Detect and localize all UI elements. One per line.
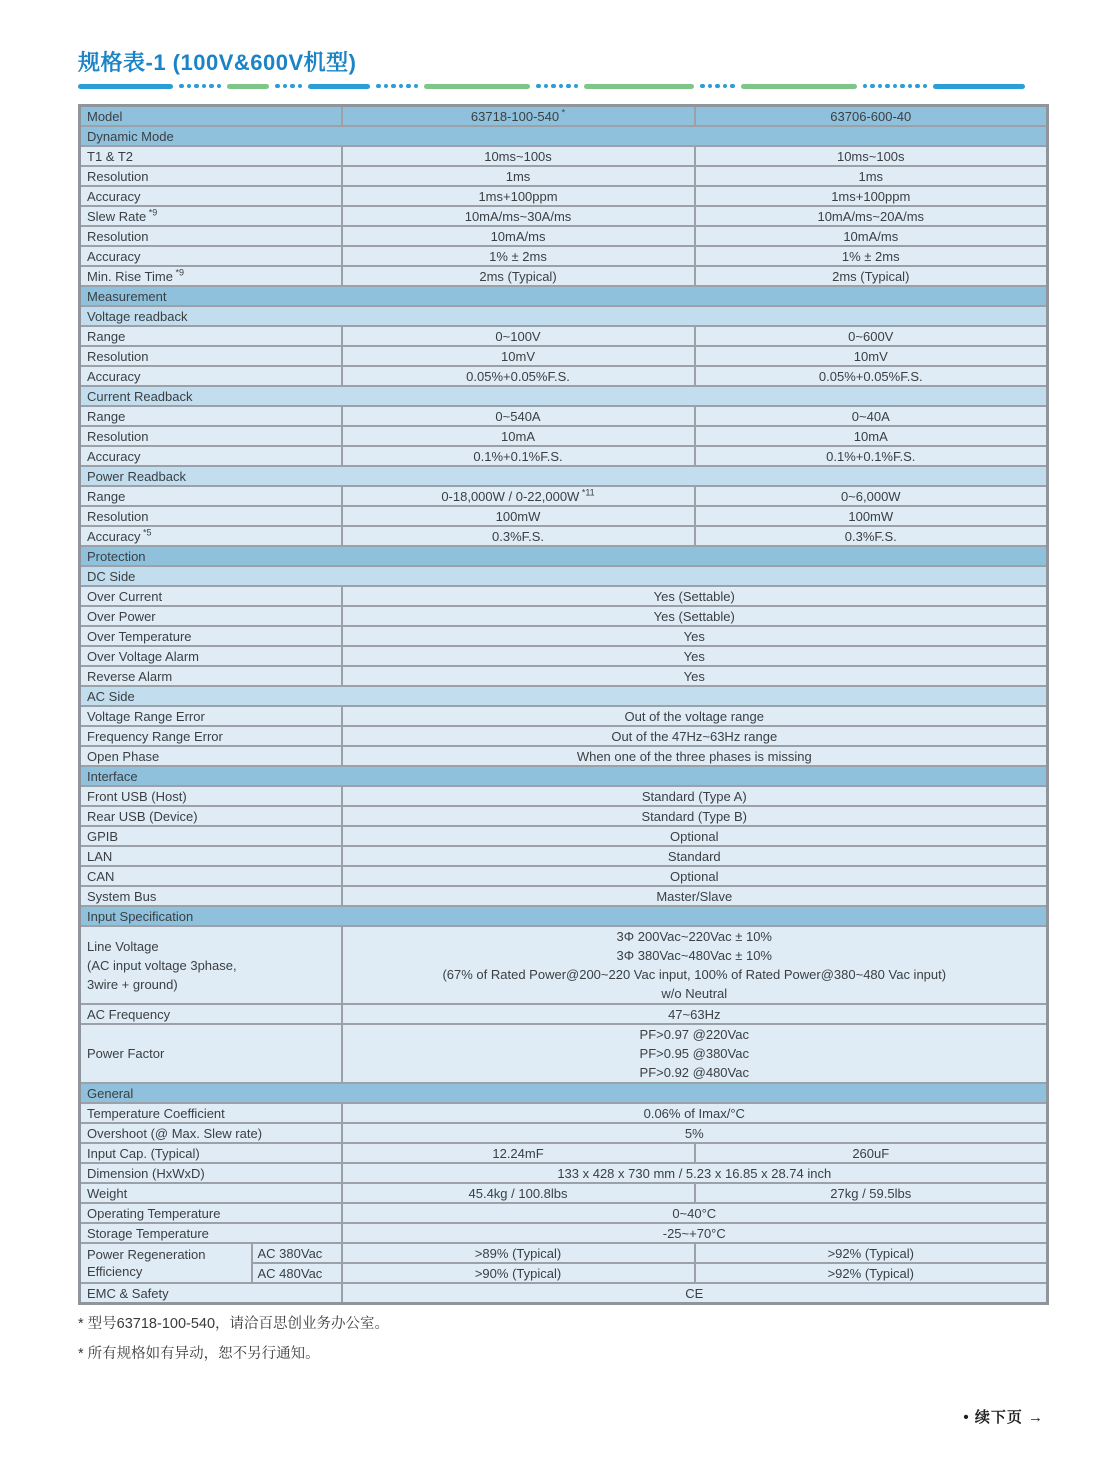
row-label: Line Voltage (AC input voltage 3phase, 3wire + ground)	[80, 926, 342, 1004]
table-row	[80, 246, 1048, 266]
row-label: Frequency Range Error	[80, 726, 342, 746]
footnote: * 型号63718-100-540，请洽百思创业务办公室。	[78, 1316, 390, 1332]
row-label: Accuracy $^{*5}$	[80, 526, 342, 546]
cell-value: 27kg / 59.5lbs	[695, 1183, 1048, 1203]
cell-value: 0.3%F.S.	[342, 526, 695, 546]
cell-value: 10mA	[342, 426, 695, 446]
table-row	[80, 426, 1048, 446]
cell-value: 1% ± 2ms	[342, 246, 695, 266]
section-header: Dynamic Mode	[80, 126, 1048, 146]
cell-value: 2ms (Typical)	[342, 266, 695, 286]
cell-value: 0~600V	[695, 326, 1048, 346]
row-label: Overshoot (@ Max. Slew rate)	[80, 1123, 342, 1143]
cell-value: 47~63Hz	[342, 1004, 1048, 1024]
cell-value: 0.1%+0.1%F.S.	[342, 446, 695, 466]
row-label: Resolution	[80, 166, 342, 186]
sub-row-label: AC 380Vac	[252, 1243, 342, 1263]
table-row	[80, 106, 1048, 127]
cell-value: 0~40A	[695, 406, 1048, 426]
cell-value: >92% (Typical)	[695, 1243, 1048, 1263]
row-label: Over Current	[80, 586, 342, 606]
cell-value: Yes (Settable)	[342, 606, 1048, 626]
deco-dots	[863, 84, 928, 89]
cell-value: 0~6,000W	[695, 486, 1048, 506]
subsection-header: Current Readback	[80, 386, 1048, 406]
cell-value: 45.4kg / 100.8lbs	[342, 1183, 695, 1203]
cell-value: PF>0.97 @220Vac PF>0.95 @380Vac PF>0.92 @480Vac	[342, 1024, 1048, 1083]
row-label: Storage Temperature	[80, 1223, 342, 1243]
cell-value: Yes	[342, 626, 1048, 646]
table-row	[80, 826, 1048, 846]
deco-bar	[227, 84, 269, 89]
cell-value: 2ms (Typical)	[695, 266, 1048, 286]
row-label: Power Regeneration Efficiency	[80, 1243, 252, 1283]
cell-value: 1ms+100ppm	[695, 186, 1048, 206]
section-header: Protection	[80, 546, 1048, 566]
row-label: Over Temperature	[80, 626, 342, 646]
cell-value: >92% (Typical)	[695, 1263, 1048, 1283]
deco-dots	[536, 84, 578, 89]
table-row	[80, 726, 1048, 746]
table-row	[80, 526, 1048, 546]
row-label: Dimension (HxWxD)	[80, 1163, 342, 1183]
table-row	[80, 266, 1048, 286]
section-header: Input Specification	[80, 906, 1048, 926]
sub-row-label: AC 480Vac	[252, 1263, 342, 1283]
subsection-header: DC Side	[80, 566, 1048, 586]
table-row	[80, 586, 1048, 606]
row-label: Range	[80, 326, 342, 346]
deco-bar	[78, 84, 173, 89]
cell-value: CE	[342, 1283, 1048, 1304]
table-row	[80, 846, 1048, 866]
deco-bar	[933, 84, 1025, 89]
table-row	[80, 906, 1048, 926]
section-header: General	[80, 1083, 1048, 1103]
page-title: 规格表-1 (100V&600V机型)	[78, 50, 357, 75]
model-row-label: Model	[80, 106, 342, 127]
table-row	[80, 1223, 1048, 1243]
cell-value: 10ms~100s	[695, 146, 1048, 166]
cell-value: 1ms	[342, 166, 695, 186]
cell-value: When one of the three phases is missing	[342, 746, 1048, 766]
table-row	[80, 1083, 1048, 1103]
model-name: 63718-100-540 *	[342, 106, 695, 127]
table-row	[80, 1163, 1048, 1183]
cell-value: Out of the voltage range	[342, 706, 1048, 726]
cell-value: Master/Slave	[342, 886, 1048, 906]
table-row	[80, 1183, 1048, 1203]
cell-value: 5%	[342, 1123, 1048, 1143]
deco-bar	[584, 84, 694, 89]
table-row	[80, 466, 1048, 486]
cell-value: 10ms~100s	[342, 146, 695, 166]
cell-value: 260uF	[695, 1143, 1048, 1163]
row-label: Accuracy	[80, 446, 342, 466]
row-label: Accuracy	[80, 366, 342, 386]
table-row	[80, 486, 1048, 506]
table-row	[80, 706, 1048, 726]
table-row	[80, 306, 1048, 326]
cell-value: 10mV	[342, 346, 695, 366]
row-label: Reverse Alarm	[80, 666, 342, 686]
table-row	[80, 766, 1048, 786]
row-label: Accuracy	[80, 186, 342, 206]
cell-value: Yes (Settable)	[342, 586, 1048, 606]
footnote: * 所有规格如有异动，恕不另行通知。	[78, 1346, 320, 1362]
row-label: Range	[80, 406, 342, 426]
table-row	[80, 646, 1048, 666]
row-label: Min. Rise Time $^{*9}$	[80, 266, 342, 286]
row-label: Over Voltage Alarm	[80, 646, 342, 666]
row-label: Weight	[80, 1183, 342, 1203]
cell-value: 1% ± 2ms	[695, 246, 1048, 266]
subsection-header: Power Readback	[80, 466, 1048, 486]
deco-dots	[275, 84, 302, 89]
cell-value: >89% (Typical)	[342, 1243, 695, 1263]
cell-value: 100mW	[342, 506, 695, 526]
cell-value: Standard (Type B)	[342, 806, 1048, 826]
cell-value: 10mA	[695, 426, 1048, 446]
row-label: Slew Rate $^{*9}$	[80, 206, 342, 226]
row-label: Temperature Coefficient	[80, 1103, 342, 1123]
row-label: AC Frequency	[80, 1004, 342, 1024]
row-label: LAN	[80, 846, 342, 866]
table-row	[80, 326, 1048, 346]
cell-value: 10mA/ms~20A/ms	[695, 206, 1048, 226]
deco-dots	[179, 84, 221, 89]
row-label: Range	[80, 486, 342, 506]
cell-value: 10mA/ms	[695, 226, 1048, 246]
table-row	[80, 666, 1048, 686]
row-label: Power Factor	[80, 1024, 342, 1083]
continue-next-page-marker: • 续下页 →	[963, 1409, 1044, 1426]
row-label: Resolution	[80, 226, 342, 246]
row-label: Front USB (Host)	[80, 786, 342, 806]
table-row	[80, 286, 1048, 306]
row-label: Accuracy	[80, 246, 342, 266]
row-label: T1 & T2	[80, 146, 342, 166]
row-label: Resolution	[80, 346, 342, 366]
spec-table	[78, 104, 1049, 1305]
cell-value: 10mA/ms~30A/ms	[342, 206, 695, 226]
footnotes	[78, 1312, 389, 1372]
deco-bar	[741, 84, 857, 89]
cell-value: 133 x 428 x 730 mm / 5.23 x 16.85 x 28.74 inch	[342, 1163, 1048, 1183]
table-row	[80, 226, 1048, 246]
row-label: Operating Temperature	[80, 1203, 342, 1223]
table-row	[80, 546, 1048, 566]
table-row	[80, 506, 1048, 526]
table-row	[80, 446, 1048, 466]
decorative-dashed-line	[78, 83, 1044, 89]
table-row	[80, 166, 1048, 186]
cell-value: Yes	[342, 666, 1048, 686]
cell-value: Out of the 47Hz~63Hz range	[342, 726, 1048, 746]
table-row	[80, 406, 1048, 426]
cell-value: Yes	[342, 646, 1048, 666]
row-label: System Bus	[80, 886, 342, 906]
subsection-header: Voltage readback	[80, 306, 1048, 326]
table-row	[80, 206, 1048, 226]
table-row	[80, 686, 1048, 706]
cell-value: 0.05%+0.05%F.S.	[342, 366, 695, 386]
table-row	[80, 626, 1048, 646]
cell-value: 0~40°C	[342, 1203, 1048, 1223]
table-row	[80, 886, 1048, 906]
cell-value: 1ms	[695, 166, 1048, 186]
cell-value: 12.24mF	[342, 1143, 695, 1163]
table-row	[80, 1143, 1048, 1163]
deco-bar	[424, 84, 530, 89]
cell-value: 10mV	[695, 346, 1048, 366]
table-row	[80, 1203, 1048, 1223]
table-row	[80, 1004, 1048, 1024]
section-header: Interface	[80, 766, 1048, 786]
table-row	[80, 866, 1048, 886]
cell-value: 10mA/ms	[342, 226, 695, 246]
cell-value: 100mW	[695, 506, 1048, 526]
row-label: Resolution	[80, 426, 342, 446]
cell-value: 0~540A	[342, 406, 695, 426]
table-row	[80, 746, 1048, 766]
cell-value: 0.3%F.S.	[695, 526, 1048, 546]
row-label: Open Phase	[80, 746, 342, 766]
row-label: Voltage Range Error	[80, 706, 342, 726]
table-row	[80, 366, 1048, 386]
table-row	[80, 1024, 1048, 1083]
model-name: 63706-600-40	[695, 106, 1048, 127]
deco-bar	[308, 84, 370, 89]
section-header: Measurement	[80, 286, 1048, 306]
table-row	[80, 1103, 1048, 1123]
table-row	[80, 1283, 1048, 1304]
cell-value: Optional	[342, 866, 1048, 886]
cell-value: 1ms+100ppm	[342, 186, 695, 206]
table-row	[80, 146, 1048, 166]
cell-value: 0-18,000W / 0-22,000W $^{*11}$	[342, 486, 695, 506]
table-row	[80, 1123, 1048, 1143]
subsection-header: AC Side	[80, 686, 1048, 706]
cell-value: -25~+70°C	[342, 1223, 1048, 1243]
deco-dots	[376, 84, 418, 89]
cell-value: 0~100V	[342, 326, 695, 346]
row-label: Rear USB (Device)	[80, 806, 342, 826]
table-row	[80, 806, 1048, 826]
row-label: CAN	[80, 866, 342, 886]
cell-value: 0.06% of Imax/°C	[342, 1103, 1048, 1123]
cell-value: 3Φ 200Vac~220Vac ± 10% 3Φ 380Vac~480Vac ± 10% (67% of Rated Power@200~220 Vac input, 100% of Rated Power@380~480 Vac input) w/o Neutral	[342, 926, 1048, 1004]
cell-value: 0.05%+0.05%F.S.	[695, 366, 1048, 386]
deco-dots	[700, 84, 735, 89]
table-row	[80, 346, 1048, 366]
row-label: EMC & Safety	[80, 1283, 342, 1304]
row-label: Input Cap. (Typical)	[80, 1143, 342, 1163]
row-label: Over Power	[80, 606, 342, 626]
cell-value: Standard	[342, 846, 1048, 866]
cell-value: 0.1%+0.1%F.S.	[695, 446, 1048, 466]
table-row	[80, 566, 1048, 586]
row-label: GPIB	[80, 826, 342, 846]
table-row	[80, 126, 1048, 146]
cell-value: Standard (Type A)	[342, 786, 1048, 806]
table-row	[80, 606, 1048, 626]
cell-value: >90% (Typical)	[342, 1263, 695, 1283]
table-row	[80, 786, 1048, 806]
table-row	[80, 926, 1048, 1004]
cell-value: Optional	[342, 826, 1048, 846]
table-row	[80, 386, 1048, 406]
table-row	[80, 186, 1048, 206]
table-row	[80, 1243, 1048, 1263]
row-label: Resolution	[80, 506, 342, 526]
